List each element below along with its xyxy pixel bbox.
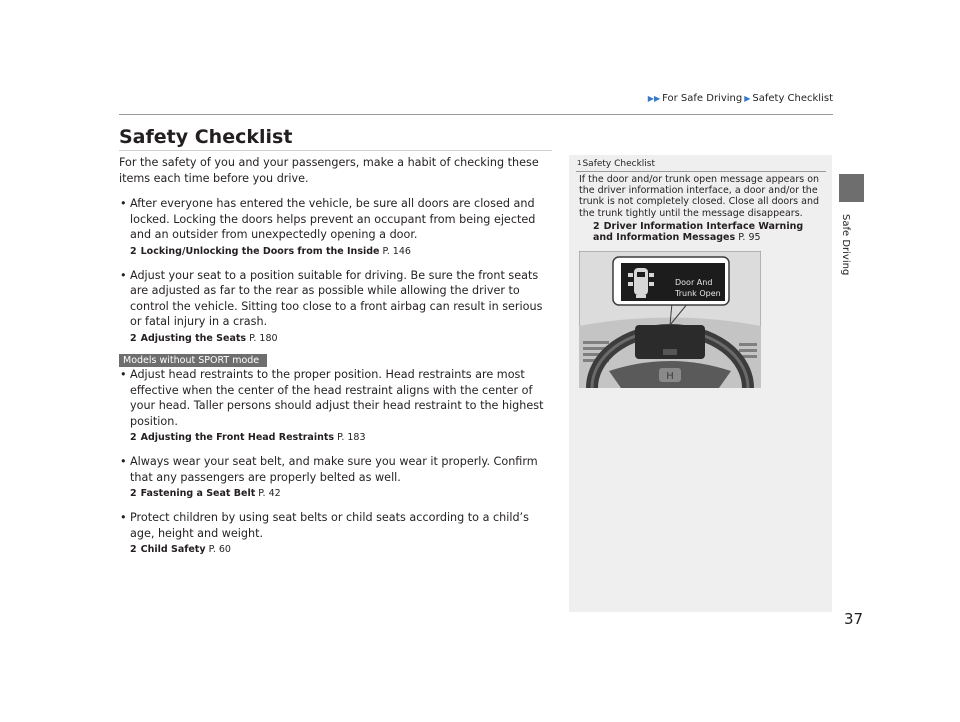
bullet-icon: •: [120, 511, 127, 524]
sidebar-number: 1: [577, 159, 582, 167]
side-tab-label: Safe Driving: [840, 214, 851, 276]
sidebar-title-text: Safety Checklist: [582, 159, 656, 169]
bullet-icon: •: [120, 197, 127, 210]
reference-title: Child Safety: [140, 544, 206, 555]
list-item: [119, 268, 555, 345]
bullet-icon: •: [120, 455, 127, 468]
reference-arrow-icon: 2: [130, 544, 137, 555]
page-number: 37: [844, 610, 864, 628]
model-tag: Models without SPORT mode: [119, 354, 267, 367]
list-item: [119, 367, 555, 444]
breadcrumb-parent[interactable]: For Safe Driving: [662, 93, 743, 104]
reference-page: P. 146: [382, 245, 411, 257]
intro-text: For the safety of you and your passengers, make a habit of checking these items each time before you drive.: [119, 156, 539, 185]
reference-title: Fastening a Seat Belt: [140, 488, 256, 499]
cross-reference-link[interactable]: [130, 432, 555, 444]
reference-page: P. 95: [738, 232, 761, 244]
display-line-1: Door And: [675, 278, 713, 287]
svg-text:H: H: [666, 371, 674, 382]
reference-arrow-icon: 2: [130, 245, 137, 257]
reference-title: Adjusting the Front Head Restraints: [140, 432, 335, 443]
item-text: After everyone has entered the vehicle, be sure all doors are closed and locked. Locking the doors helps prevent an occupant from being ejected and an outsider from unexpectedly opening a door.: [130, 197, 536, 241]
reference-arrow-icon: 2: [593, 221, 600, 232]
cross-reference-link[interactable]: [130, 246, 555, 258]
bullet-icon: •: [120, 368, 127, 381]
bullet-icon: •: [120, 268, 127, 282]
cross-reference-link[interactable]: [130, 544, 555, 556]
breadcrumb-arrow-icon: ▶▶: [647, 94, 661, 103]
side-tab-marker: [839, 174, 864, 202]
cross-reference-link[interactable]: [130, 333, 555, 345]
list-item: [119, 196, 555, 258]
reference-title: Driver Information Interface Warning and Information Messages: [593, 221, 804, 244]
list-item: [119, 510, 555, 556]
breadcrumb-current: Safety Checklist: [752, 93, 833, 104]
reference-arrow-icon: 2: [130, 332, 137, 344]
main-content: [119, 155, 555, 556]
dashboard-illustration: [579, 251, 761, 388]
breadcrumb: [646, 93, 833, 104]
header-rule: [119, 114, 833, 115]
reference-page: P. 183: [337, 432, 366, 443]
title-rule: [119, 150, 552, 151]
sidebar-cross-reference-link[interactable]: [593, 221, 818, 243]
reference-title: Adjusting the Seats: [140, 332, 247, 344]
cross-reference-link[interactable]: [130, 488, 555, 500]
item-text: Adjust head restraints to the proper position. Head restraints are most effective when the center of the head restraint aligns with the center of your head. Taller persons should adjust their head restraint to the highest position.: [130, 368, 544, 428]
display-line-2: Trunk Open: [675, 289, 721, 298]
display-message: [675, 277, 721, 299]
sidebar-rule: [576, 171, 826, 172]
page-title: Safety Checklist: [119, 126, 293, 148]
reference-page: P. 60: [208, 544, 231, 555]
dashboard-illustration-svg: [579, 251, 761, 388]
reference-page: P. 42: [258, 488, 281, 499]
sidebar-text: If the door and/or trunk open message appears on the driver information interface, a door and/or the trunk is not completely closed. Close all doors and the trunk tightly until the message disappears.: [579, 174, 820, 219]
breadcrumb-arrow-icon: ▶: [744, 94, 751, 103]
reference-arrow-icon: 2: [130, 432, 137, 443]
reference-title: Locking/Unlocking the Doors from the Inside: [140, 245, 380, 257]
reference-page: P. 180: [249, 332, 278, 344]
sidebar-note: [569, 155, 832, 612]
item-text: Protect children by using seat belts or child seats according to a child’s age, height and weight.: [130, 511, 529, 540]
reference-arrow-icon: 2: [130, 488, 137, 499]
item-text: Adjust your seat to a position suitable for driving. Be sure the front seats are adjusted as far to the rear as possible while allowing the driver to control the vehicle. Sitting too close to a front airbag can result in serious or fatal injury in a crash.: [130, 268, 543, 328]
list-item: [119, 454, 555, 500]
item-text: Always wear your seat belt, and make sure you wear it properly. Confirm that any passengers are properly belted as well.: [130, 455, 538, 484]
sidebar-title: [577, 159, 655, 169]
